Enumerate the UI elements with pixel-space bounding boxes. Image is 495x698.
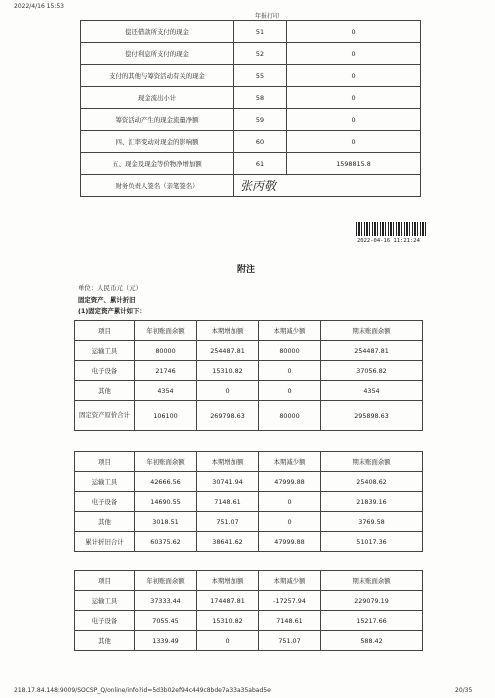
- column-header: 年初账面余额: [135, 571, 197, 591]
- value-cell: 0: [197, 631, 259, 651]
- column-header: 年初账面余额: [135, 321, 197, 341]
- table-row: [75, 472, 423, 492]
- value-cell: 42666.56: [135, 472, 197, 492]
- value-cell: 751.07: [197, 512, 259, 532]
- cashflow-amount-cell: 0: [287, 43, 421, 65]
- cashflow-row: [81, 153, 421, 175]
- cashflow-row-no-cell: 52: [234, 43, 287, 65]
- value-cell: 0: [259, 381, 321, 401]
- value-cell: 0: [259, 361, 321, 381]
- value-cell: 106100: [135, 401, 197, 431]
- footer-url: 218.17.84.148:9009/SOCSP_Q/online/info?id=5d3b02ef94c449c8bde7a33a35abad5e: [14, 687, 271, 694]
- value-cell: 7148.61: [259, 611, 321, 631]
- table-row: [75, 591, 423, 611]
- item-cell: 运输工具: [75, 472, 135, 492]
- subsection-title: (1)固定资产累计如下：: [78, 307, 146, 315]
- value-cell: 21839.16: [321, 492, 423, 512]
- value-cell: 7055.45: [135, 611, 197, 631]
- unit-label: 单位：人民币元（元）: [78, 284, 142, 292]
- cashflow-row: [81, 87, 421, 109]
- cashflow-row-no-cell: 61: [234, 153, 287, 175]
- item-cell: 电子设备: [75, 361, 135, 381]
- column-header: 项目: [75, 452, 135, 472]
- cashflow-amount-cell: 0: [287, 131, 421, 153]
- table-row: [75, 361, 423, 381]
- value-cell: 269798.63: [197, 401, 259, 431]
- value-cell: 38641.62: [197, 532, 259, 552]
- value-cell: 0: [259, 512, 321, 532]
- depreciation-table: [74, 451, 423, 552]
- print-label: 年报打印: [255, 13, 280, 20]
- item-cell: 其他: [75, 631, 135, 651]
- value-cell: 37333.44: [135, 591, 197, 611]
- column-header: 期末账面余额: [321, 571, 423, 591]
- cashflow-item-cell: 筹资活动产生的现金流量净额: [81, 109, 234, 131]
- item-cell: 其他: [75, 512, 135, 532]
- cashflow-item-cell: 支付的其他与筹资活动有关的现金: [81, 65, 234, 87]
- item-cell: 运输工具: [75, 341, 135, 361]
- item-cell: 固定资产原价合计: [75, 401, 135, 431]
- table-row: [75, 631, 423, 651]
- value-cell: 30741.94: [197, 472, 259, 492]
- cashflow-row-no-cell: 58: [234, 87, 287, 109]
- table-row: [75, 512, 423, 532]
- value-cell: 47999.88: [259, 532, 321, 552]
- table-row: [75, 341, 423, 361]
- cashflow-row: [81, 65, 421, 87]
- cashflow-row: [81, 21, 421, 43]
- cashflow-row-no-cell: 55: [234, 65, 287, 87]
- table-row: [75, 381, 423, 401]
- value-cell: 4354: [321, 381, 423, 401]
- column-header: 项目: [75, 571, 135, 591]
- value-cell: 3769.58: [321, 512, 423, 532]
- column-header: 项目: [75, 321, 135, 341]
- value-cell: 37056.82: [321, 361, 423, 381]
- signature-label: 财务负责人签名（亲笔签名）: [81, 175, 234, 197]
- cashflow-item-cell: 偿还借款所支付的现金: [81, 21, 234, 43]
- value-cell: 174487.81: [197, 591, 259, 611]
- cashflow-amount-cell: 0: [287, 21, 421, 43]
- item-cell: 电子设备: [75, 611, 135, 631]
- value-cell: 229079.19: [321, 591, 423, 611]
- cashflow-item-cell: 偿付利息所支付的现金: [81, 43, 234, 65]
- value-cell: 21746: [135, 361, 197, 381]
- page-number: 20/35: [455, 687, 473, 694]
- column-header: 本期增加额: [197, 452, 259, 472]
- original-value-table: [74, 320, 423, 431]
- signature: 张丙敬: [234, 175, 421, 197]
- cashflow-row: [81, 43, 421, 65]
- cashflow-amount-cell: 0: [287, 65, 421, 87]
- value-cell: 80000: [259, 341, 321, 361]
- column-header: 本期减少额: [259, 571, 321, 591]
- value-cell: 47999.88: [259, 472, 321, 492]
- column-header: 期末账面余额: [321, 321, 423, 341]
- cashflow-amount-cell: 0: [287, 109, 421, 131]
- cashflow-row-no-cell: 59: [234, 109, 287, 131]
- value-cell: 254487.81: [197, 341, 259, 361]
- cashflow-amount-cell: 1598815.8: [287, 153, 421, 175]
- column-header: 年初账面余额: [135, 452, 197, 472]
- table-row: [75, 401, 423, 431]
- cashflow-row: [81, 131, 421, 153]
- item-cell: 运输工具: [75, 591, 135, 611]
- value-cell: 15217.66: [321, 611, 423, 631]
- cashflow-amount-cell: 0: [287, 87, 421, 109]
- value-cell: 1339.49: [135, 631, 197, 651]
- value-cell: 14690.55: [135, 492, 197, 512]
- item-cell: 累计折旧合计: [75, 532, 135, 552]
- cashflow-table: [80, 20, 421, 197]
- value-cell: 80000: [259, 401, 321, 431]
- net-value-table: [74, 570, 423, 651]
- header-row: [75, 571, 423, 591]
- table-row: [75, 532, 423, 552]
- value-cell: 0: [197, 381, 259, 401]
- value-cell: 588.42: [321, 631, 423, 651]
- barcode-timestamp: 2022-04-16 11:21:24: [357, 238, 420, 244]
- table-row: [75, 611, 423, 631]
- value-cell: 80000: [135, 341, 197, 361]
- value-cell: 4354: [135, 381, 197, 401]
- value-cell: 254487.81: [321, 341, 423, 361]
- value-cell: 751.07: [259, 631, 321, 651]
- value-cell: 51017.36: [321, 532, 423, 552]
- column-header: 期末账面余额: [321, 452, 423, 472]
- table-row: [75, 492, 423, 512]
- value-cell: 15310.82: [197, 611, 259, 631]
- value-cell: 0: [259, 492, 321, 512]
- cashflow-row: [81, 109, 421, 131]
- value-cell: 7148.61: [197, 492, 259, 512]
- header-row: [75, 321, 423, 341]
- value-cell: 25408.62: [321, 472, 423, 492]
- value-cell: 3018.51: [135, 512, 197, 532]
- column-header: 本期增加额: [197, 571, 259, 591]
- value-cell: -17257.94: [259, 591, 321, 611]
- column-header: 本期减少额: [259, 452, 321, 472]
- print-datetime: 2022/4/16 15:53: [14, 3, 64, 10]
- value-cell: 60375.62: [135, 532, 197, 552]
- header-row: [75, 452, 423, 472]
- section-title: 固定资产、累计折旧: [78, 296, 136, 304]
- item-cell: 电子设备: [75, 492, 135, 512]
- column-header: 本期增加额: [197, 321, 259, 341]
- column-header: 本期减少额: [259, 321, 321, 341]
- barcode-image: [356, 222, 426, 236]
- cashflow-item-cell: 四、汇率变动对现金的影响额: [81, 131, 234, 153]
- value-cell: 295898.63: [321, 401, 423, 431]
- cashflow-item-cell: 现金流出小计: [81, 87, 234, 109]
- cashflow-row-no-cell: 51: [234, 21, 287, 43]
- cashflow-item-cell: 五、现金及现金等价物净增加额: [81, 153, 234, 175]
- notes-title: 附注: [237, 265, 256, 275]
- value-cell: 15310.82: [197, 361, 259, 381]
- cashflow-row-no-cell: 60: [234, 131, 287, 153]
- item-cell: 其他: [75, 381, 135, 401]
